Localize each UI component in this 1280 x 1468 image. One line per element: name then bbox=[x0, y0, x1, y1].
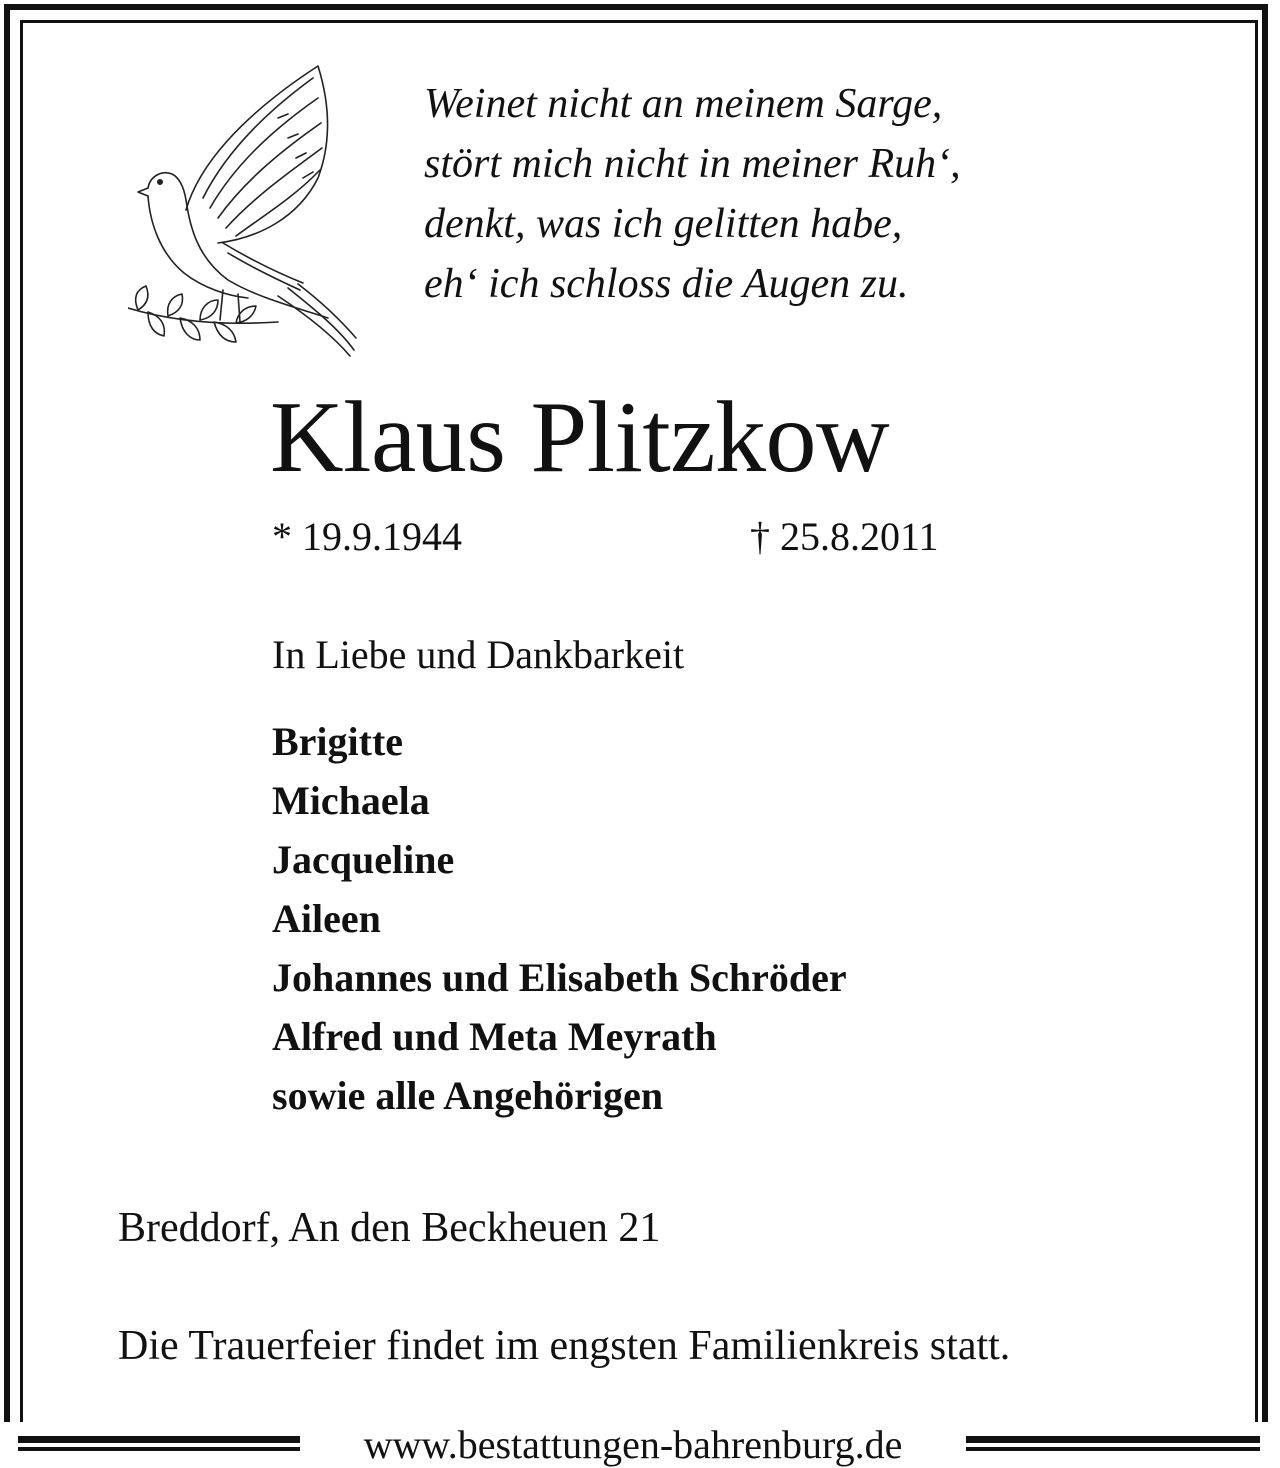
birth-date: * 19.9.1944 bbox=[272, 514, 462, 559]
dove-with-olive-branch-icon bbox=[128, 58, 358, 358]
mourner-name: Jacqueline bbox=[272, 837, 455, 882]
website-link[interactable]: www.bestattungen-bahrenburg.de bbox=[363, 1422, 903, 1467]
mourner-name: Johannes und Elisabeth Schröder bbox=[272, 955, 847, 1000]
address: Breddorf, An den Beckheuen 21 bbox=[118, 1205, 661, 1251]
footer-rule-left bbox=[18, 1436, 300, 1456]
mourner-name: sowie alle Angehörigen bbox=[272, 1073, 664, 1118]
poem-line: eh‘ ich schloss die Augen zu. bbox=[424, 261, 909, 307]
funeral-notice: Die Trauerfeier findet im engsten Familienkreis statt. bbox=[118, 1323, 1011, 1369]
mourner-name: Aileen bbox=[272, 896, 381, 941]
footer-rule-right bbox=[966, 1436, 1260, 1456]
poem-line: stört mich nicht in meiner Ruh‘, bbox=[424, 141, 961, 187]
death-date: † 25.8.2011 bbox=[750, 514, 939, 559]
poem-line: Weinet nicht an meinem Sarge, bbox=[424, 81, 943, 127]
dedication-line: In Liebe und Dankbarkeit bbox=[272, 632, 685, 677]
poem bbox=[424, 74, 1184, 314]
mourner-name: Brigitte bbox=[272, 719, 404, 764]
mourners-list bbox=[272, 712, 847, 1125]
poem-line: denkt, was ich gelitten habe, bbox=[424, 201, 903, 247]
deceased-name: Klaus Plitzkow bbox=[270, 381, 890, 494]
mourner-name: Alfred und Meta Meyrath bbox=[272, 1014, 717, 1059]
mourner-name: Michaela bbox=[272, 778, 430, 823]
